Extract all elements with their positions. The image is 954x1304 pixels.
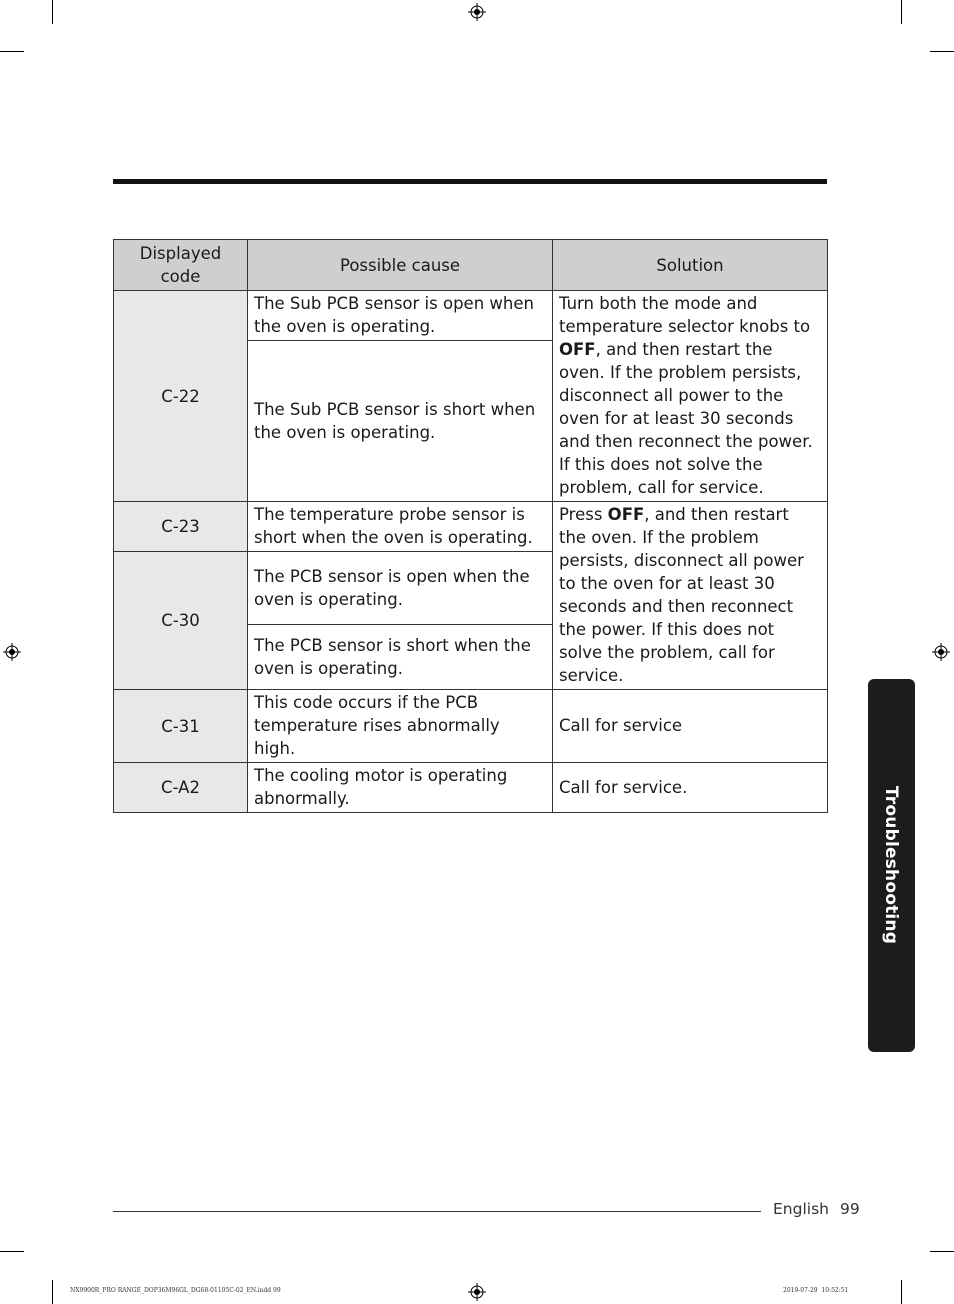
cause-cell: The temperature probe sensor is short when the oven is operating.: [248, 502, 553, 552]
error-code-cell: C-30: [114, 552, 248, 690]
registration-mark-icon: [932, 643, 950, 661]
error-code-cell: C-A2: [114, 763, 248, 813]
crop-mark: [901, 1280, 902, 1304]
print-slug-file: NX9900R_PRO RANGE_DOP36M96GL_DG68-01105C-02_EN.indd 99: [70, 1287, 281, 1294]
crop-mark: [901, 0, 902, 24]
cause-cell: The Sub PCB sensor is open when the oven is operating.: [248, 291, 553, 341]
registration-mark-icon: [3, 643, 21, 661]
solution-cell: [553, 291, 828, 502]
table-row: [114, 763, 828, 813]
crop-mark: [930, 1251, 954, 1252]
error-code-cell: C-31: [114, 690, 248, 763]
section-side-tab-label: Troubleshooting: [881, 785, 901, 945]
cause-cell: The cooling motor is operating abnormally.: [248, 763, 553, 813]
error-code-cell: C-22: [114, 291, 248, 502]
cause-cell: The Sub PCB sensor is short when the oven is operating.: [248, 341, 553, 502]
table-row: [114, 291, 828, 341]
error-code-cell: C-23: [114, 502, 248, 552]
section-top-rule: [113, 179, 827, 184]
solution-cell: Call for service: [553, 690, 828, 763]
solution-text: , and then restart the oven. If the problem persists, disconnect all power to the oven for at least 30 seconds and then reconnect the power. If this does not solve the problem, call for service.: [559, 505, 804, 685]
solution-text: , and then restart the oven. If the problem persists, disconnect all power to the oven for at least 30 seconds and then reconnect the power. If this does not solve the problem, call for service.: [559, 340, 813, 497]
crop-mark: [930, 51, 954, 52]
solution-cell: Call for service.: [553, 763, 828, 813]
table-row: [114, 690, 828, 763]
section-side-tab: [868, 679, 915, 1052]
page-number: 99: [840, 1200, 860, 1218]
column-header-code: Displayed code: [114, 240, 248, 291]
footer-language: English: [773, 1200, 829, 1218]
column-header-cause: Possible cause: [248, 240, 553, 291]
cause-cell: This code occurs if the PCB temperature rises abnormally high.: [248, 690, 553, 763]
cause-cell: The PCB sensor is open when the oven is operating.: [248, 552, 553, 625]
solution-text: Press: [559, 505, 608, 524]
solution-text: Turn both the mode and temperature selector knobs to: [559, 294, 811, 336]
print-slug-timestamp: [783, 1287, 848, 1294]
off-keyword: OFF: [559, 340, 596, 359]
crop-mark: [52, 1280, 53, 1304]
crop-mark: [0, 1251, 24, 1252]
solution-cell: [553, 502, 828, 690]
footer-rule: [113, 1211, 761, 1212]
print-slug-date: 2019-07-29: [783, 1287, 818, 1294]
column-header-solution: Solution: [553, 240, 828, 291]
table-row: [114, 502, 828, 552]
off-keyword: OFF: [607, 505, 645, 524]
print-slug-time: 10:52:51: [821, 1287, 849, 1294]
crop-mark: [0, 51, 24, 52]
troubleshooting-table: [113, 239, 828, 813]
table-header-row: [114, 240, 828, 291]
cause-cell: The PCB sensor is short when the oven is operating.: [248, 625, 553, 690]
registration-mark-icon: [468, 1283, 486, 1301]
crop-mark: [52, 0, 53, 24]
registration-mark-icon: [468, 3, 486, 21]
